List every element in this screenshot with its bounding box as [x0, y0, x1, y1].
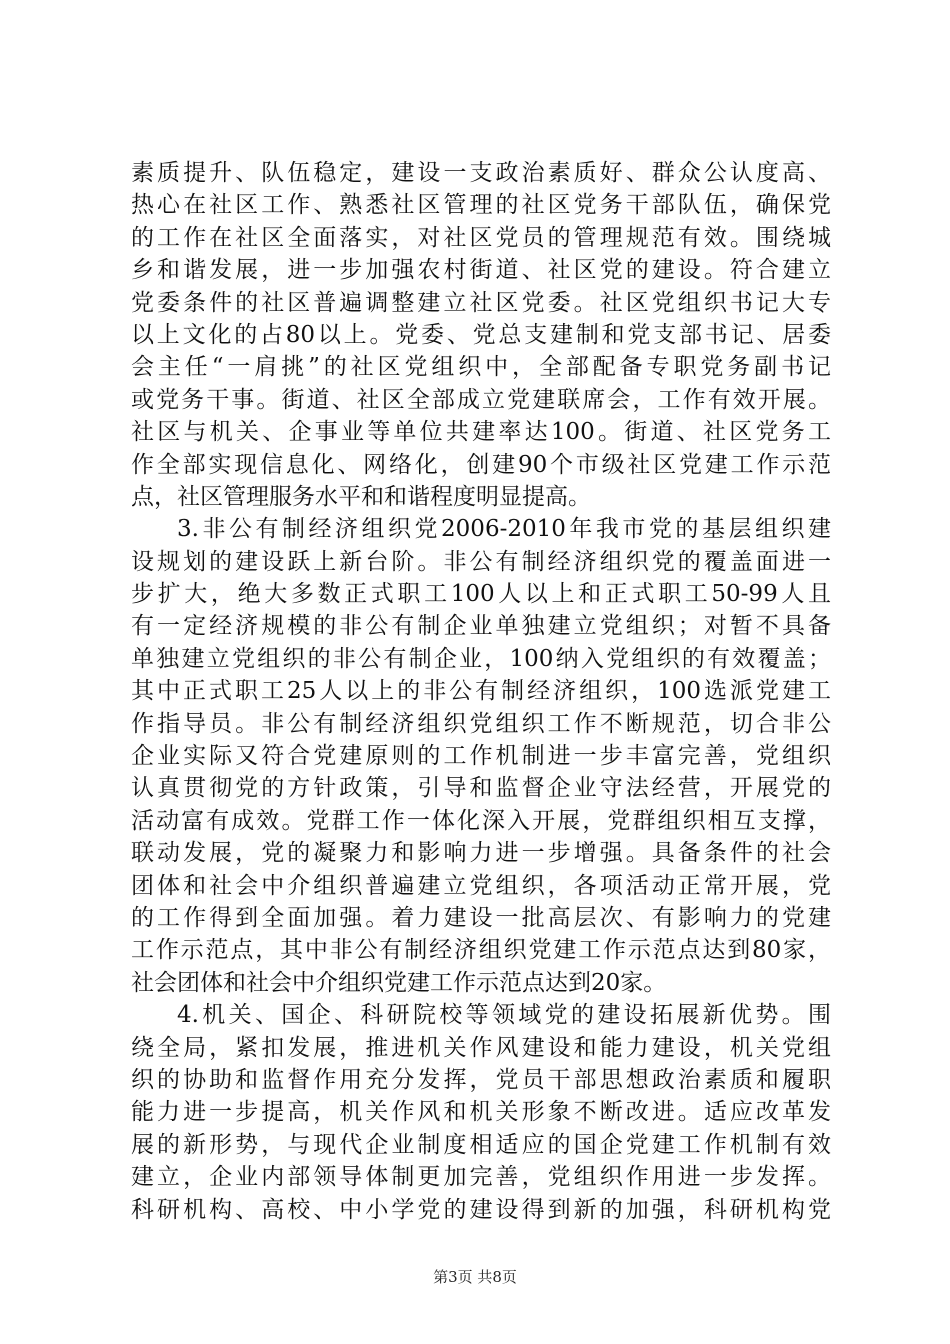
text-line: 有一定经济规模的非公有制企业单独建立党组织；对暂不具备: [131, 613, 831, 640]
text-line: 认真贯彻党的方针政策，引导和监督企业守法经营，开展党的: [131, 775, 831, 802]
text-line: 社区与机关、企事业等单位共建率达100。街道、社区党务工: [131, 419, 831, 446]
text-line: 以上文化的占80以上。党委、党总支建制和党支部书记、居委: [131, 321, 831, 348]
text-line: 织的协助和监督作用充分发挥，党员干部思想政治素质和履职: [131, 1066, 831, 1093]
text-line: 热心在社区工作、熟悉社区管理的社区党务干部队伍，确保党: [131, 192, 831, 219]
text-line: 的工作得到全面加强。着力建设一批高层次、有影响力的党建: [131, 904, 831, 931]
paragraph-start-line: 4.机关、国企、科研院校等领域党的建设拓展新优势。围: [177, 1002, 831, 1029]
text-line: 作指导员。非公有制经济组织党组织工作不断规范，切合非公: [131, 710, 831, 737]
text-line: 企业实际又符合党建原则的工作机制进一步丰富完善，党组织: [131, 743, 831, 770]
text-line: 展的新形势，与现代企业制度相适应的国企党建工作机制有效: [131, 1131, 831, 1158]
page-number-footer: 第3页 共8页: [433, 1268, 517, 1286]
text-line: 建立，企业内部领导体制更加完善，党组织作用进一步发挥。: [131, 1164, 831, 1191]
text-line: 的工作在社区全面落实，对社区党员的管理规范有效。围绕城: [131, 224, 831, 251]
text-line: 设规划的建设跃上新台阶。非公有制经济组织党的覆盖面进一: [131, 548, 831, 575]
text-line: 会主任“一肩挑”的社区党组织中，全部配备专职党务副书记: [131, 354, 831, 381]
text-line: 工作示范点，其中非公有制经济组织党建工作示范点达到80家，: [131, 937, 831, 964]
text-line: 作全部实现信息化、网络化，创建90个市级社区党建工作示范: [131, 451, 831, 478]
text-line: 或党务干事。街道、社区全部成立党建联席会，工作有效开展。: [131, 386, 831, 413]
text-line: 社会团体和社会中介组织党建工作示范点达到20家。: [131, 969, 667, 996]
text-line: 活动富有成效。党群工作一体化深入开展，党群组织相互支撑，: [131, 807, 831, 834]
text-line: 联动发展，党的凝聚力和影响力进一步增强。具备条件的社会: [131, 840, 831, 867]
text-line: 单独建立党组织的非公有制企业，100纳入党组织的有效覆盖；: [131, 645, 831, 672]
text-line: 能力进一步提高，机关作风和机关形象不断改进。适应改革发: [131, 1099, 831, 1126]
paragraph-start-line: 3.非公有制经济组织党2006-2010年我市党的基层组织建: [177, 516, 831, 543]
text-line: 点，社区管理服务水平和和谐程度明显提高。: [131, 483, 591, 510]
text-line: 素质提升、队伍稳定，建设一支政治素质好、群众公认度高、: [131, 160, 831, 186]
text-line: 党委条件的社区普遍调整建立社区党委。社区党组织书记大专: [131, 289, 831, 316]
text-line: 团体和社会中介组织普遍建立党组织，各项活动正常开展，党: [131, 872, 831, 899]
text-line: 步扩大，绝大多数正式职工100人以上和正式职工50-99人且: [131, 581, 831, 608]
text-line: 其中正式职工25人以上的非公有制经济组织，100选派党建工: [131, 678, 831, 705]
text-line: 科研机构、高校、中小学党的建设得到新的加强，科研机构党: [131, 1196, 831, 1223]
body-text: [131, 157, 831, 1226]
text-line: 乡和谐发展，进一步加强农村街道、社区党的建设。符合建立: [131, 257, 831, 284]
text-line: 绕全局，紧扣发展，推进机关作风建设和能力建设，机关党组: [131, 1034, 831, 1061]
